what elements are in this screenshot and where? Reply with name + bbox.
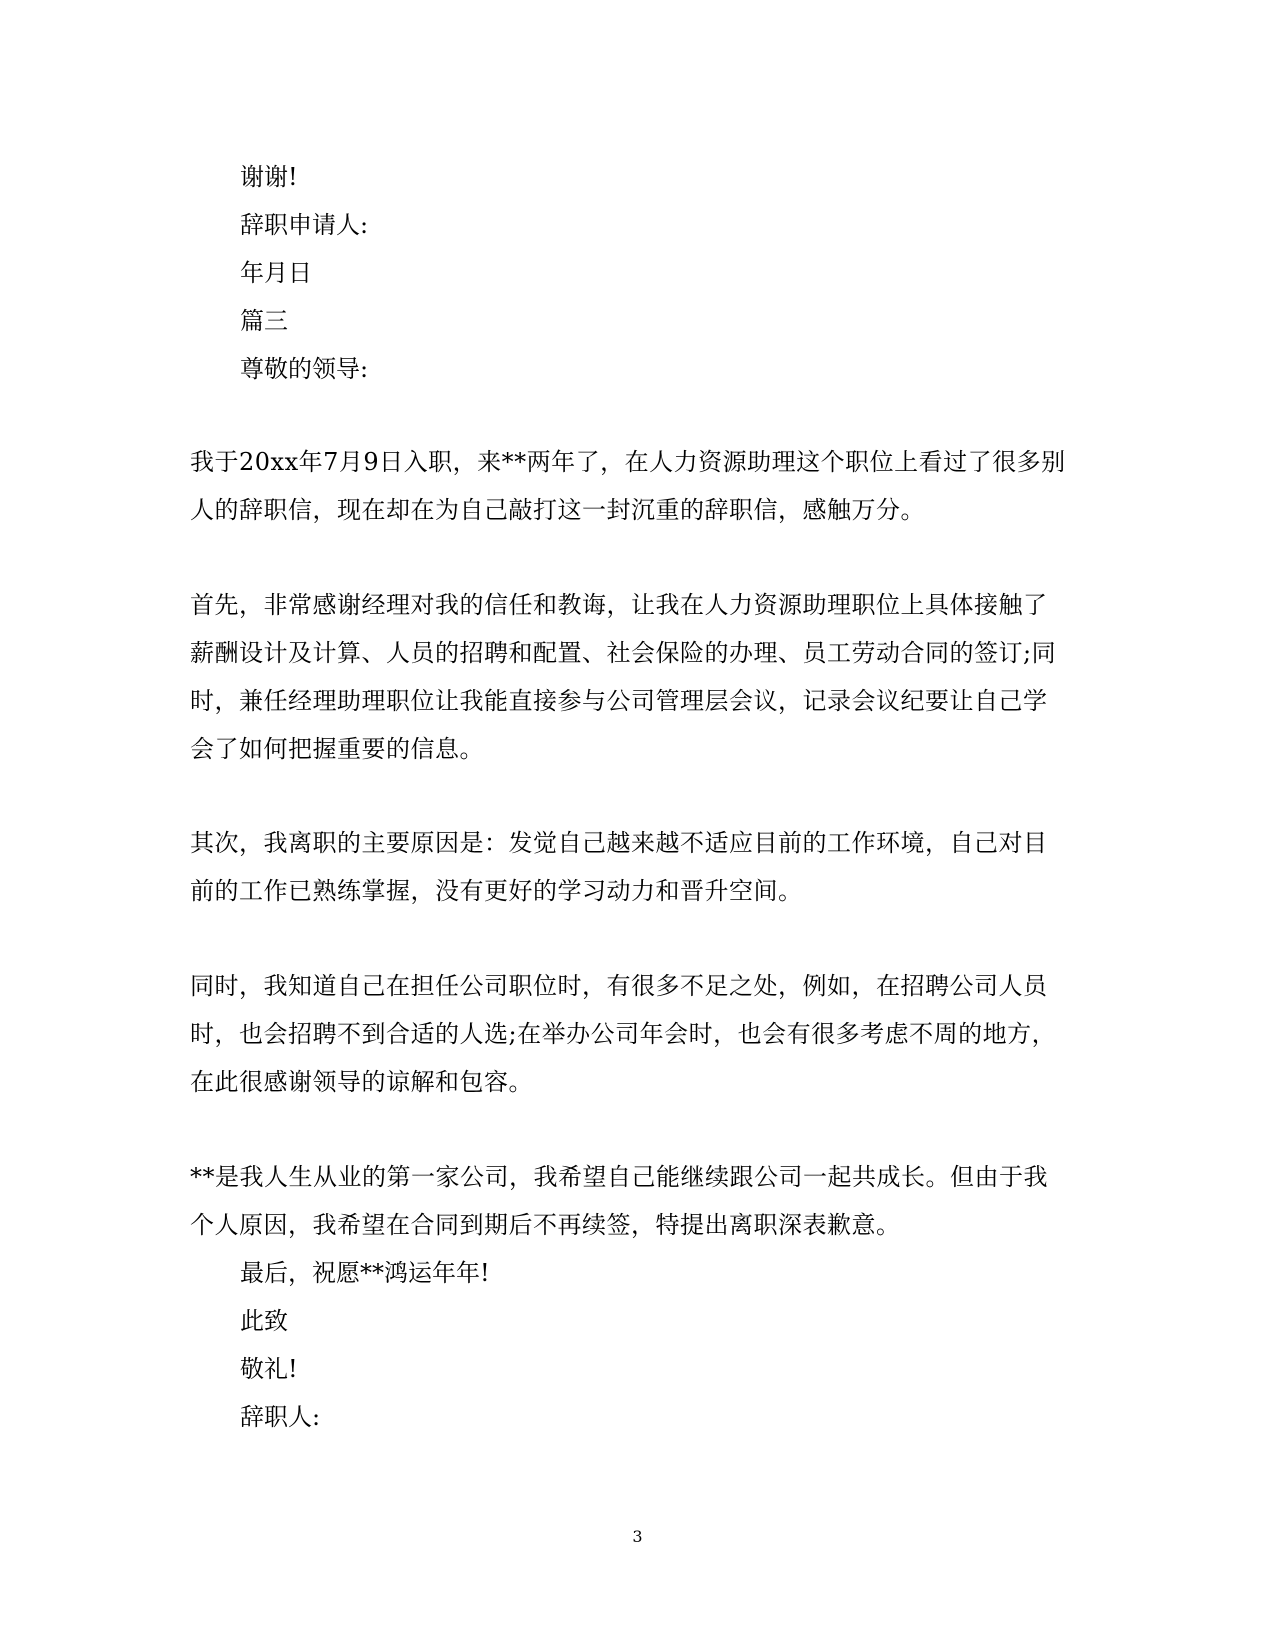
paragraph-line: 时，也会招聘不到合适的人选;在举办公司年会时，也会有很多考虑不周的地方，: [190, 1020, 1057, 1048]
closing-jingli: 敬礼!: [240, 1355, 298, 1383]
paragraph-line: **是我人生从业的第一家公司，我希望自己能继续跟公司一起共成长。但由于我: [190, 1163, 1048, 1191]
page-number: 3: [632, 1527, 643, 1546]
salutation-line: 尊敬的领导:: [240, 355, 369, 383]
thanks-line: 谢谢!: [240, 163, 298, 191]
paragraph-line: 会了如何把握重要的信息。: [190, 735, 484, 763]
date-line: 年月日: [240, 259, 312, 287]
paragraph-line: 其次，我离职的主要原因是：发觉自己越来越不适应目前的工作环境，自己对目: [190, 829, 1048, 857]
paragraph-line: 时，兼任经理助理职位让我能直接参与公司管理层会议，记录会议纪要让自己学: [190, 687, 1048, 715]
paragraph-line: 同时，我知道自己在担任公司职位时，有很多不足之处，例如，在招聘公司人员: [190, 972, 1048, 1000]
paragraph-line: 首先，非常感谢经理对我的信任和教诲，让我在人力资源助理职位上具体接触了: [190, 591, 1048, 619]
signer-line: 辞职人:: [240, 1403, 321, 1431]
section-heading: 篇三: [240, 307, 288, 335]
paragraph-line: 个人原因，我希望在合同到期后不再续签，特提出离职深表歉意。: [190, 1211, 901, 1239]
closing-wish: 最后，祝愿**鸿运年年!: [240, 1259, 490, 1287]
paragraph-line: 人的辞职信，现在却在为自己敲打这一封沉重的辞职信，感触万分。: [190, 496, 925, 524]
paragraph-line: 在此很感谢领导的谅解和包容。: [190, 1068, 533, 1096]
applicant-line: 辞职申请人:: [240, 211, 369, 239]
paragraph-line: 前的工作已熟练掌握，没有更好的学习动力和晋升空间。: [190, 877, 803, 905]
paragraph-line: 薪酬设计及计算、人员的招聘和配置、社会保险的办理、员工劳动合同的签订;同: [190, 639, 1057, 667]
paragraph-line: 我于20xx年7月9日入职，来**两年了，在人力资源助理这个职位上看过了很多别: [190, 448, 1066, 476]
closing-cizhi: 此致: [240, 1307, 288, 1335]
